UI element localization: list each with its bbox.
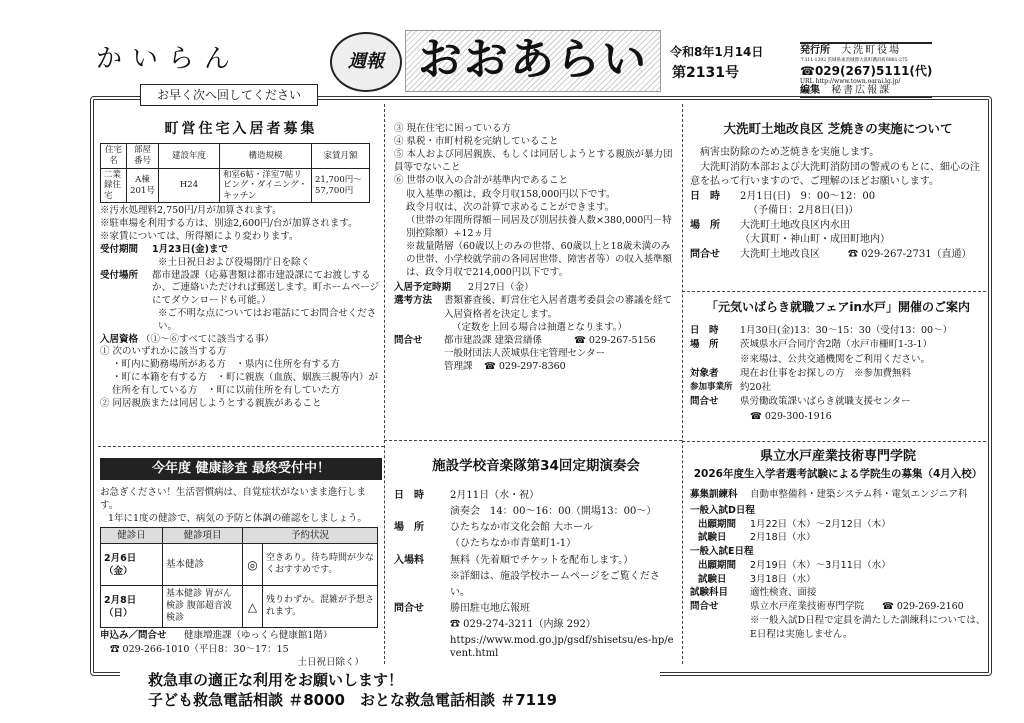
period-row [100, 244, 382, 257]
divider-col2 [682, 104, 683, 664]
note-1: ※汚水処理料2,750円/月が加算されます。 [100, 205, 282, 217]
q6c: （世帯の年間所得額－同居及び別居扶養人数×380,000円－特別控除額）÷12ヵ月 [406, 214, 672, 239]
school-d-exam-label: 試験日 [698, 532, 727, 544]
concert-tel: ☎ 029-274-3211（内線 292） [450, 619, 596, 631]
contact2: 一般財団法人茨城県住宅管理センター [444, 347, 606, 359]
period-note: ※土日祝日および役場閉庁日を除く [158, 256, 311, 268]
divider-right-2 [682, 441, 986, 442]
concert-fee: 無料（先着順でチケットを配布します。） [450, 554, 634, 566]
divider-right-1 [682, 291, 986, 292]
row2-status: 残りわずか。混雑が予想されます。 [263, 586, 378, 628]
burning-place: 大洗町土地改良区内水田 [740, 219, 850, 231]
school-course-row [690, 488, 986, 502]
school-d-period: 1月22日（木）～2月12日（木） [750, 518, 891, 530]
th-name: 住宅名 [101, 144, 127, 168]
concert-contact-label: 問合せ [394, 603, 424, 615]
jobfair-title: 「元気いばらき就職フェアin水戸」開催のご案内 [705, 300, 971, 314]
select-note: （定数を上回る場合は抽選となります。） [452, 321, 627, 333]
school-content: 適性検査、面接 [750, 587, 817, 599]
notice-box: お早く次へ回してください [140, 84, 318, 106]
school-course-label: 募集訓練科 [690, 489, 738, 501]
place: 都市建設課（応募書類は都市建設課にてお渡しするか、ご連絡いただければ郵送します。町ホームページにてダウンロードも可能。） [152, 269, 380, 307]
checkup-contact-row [100, 629, 382, 642]
concert-place-label: 場 所 [394, 522, 424, 534]
checkup-title: 今年度 健康診査 最終受付中！ [100, 458, 382, 480]
select-row [394, 294, 676, 320]
editor-label: 編集 [800, 84, 820, 96]
school-e-period: 2月19日（木）～3月11日（水） [750, 559, 891, 571]
burning-tel: ☎ 029-267-2731（直通） [848, 248, 972, 260]
housing-table [100, 143, 370, 203]
note-2: ※駐車場を利用する方は、別途2,600円/台が加算されます。 [100, 218, 358, 230]
burning-place-label: 場 所 [690, 219, 720, 231]
jobfair-place-row [690, 338, 986, 352]
tel: ☎029(267)5111(代) [800, 63, 933, 78]
qual-cond: （①～⑥すべてに該当する事） [141, 333, 274, 345]
school-note: ※一般入試D日程で定員を満たした訓練科については、E日程は実施しません。 [750, 614, 986, 640]
select: 書類審査後、町営住宅入居者選考委員会の審議を経て入居資格者を決定します。 [444, 295, 673, 320]
select-label: 選考方法 [394, 295, 433, 307]
divider-col1 [384, 104, 385, 664]
burning-date-row [690, 190, 986, 205]
jobfair-contact: 県労働政策課いばらき就職支援センター [740, 396, 911, 408]
divider-left [98, 446, 384, 447]
contact-label: 問合せ [394, 334, 423, 346]
contact2-row [394, 360, 676, 373]
school-e-exam: 3月18日（水） [750, 573, 816, 585]
td-room: A棟201号 [127, 168, 159, 203]
row1-item: 基本健診 [163, 544, 243, 586]
jobfair-tel: ☎ 029-300-1916 [750, 410, 832, 422]
school-content-row [690, 586, 986, 600]
contact1: 都市建設課 建築営繕係 [444, 334, 543, 346]
contact2b: 管理課 [444, 360, 473, 372]
row1-date: 2月6日（金） [101, 544, 163, 586]
burning-section [690, 120, 986, 262]
school-tel: ☎ 029-269-2160 [882, 601, 964, 613]
housing-section [100, 120, 382, 410]
concert-contact-row [394, 601, 678, 617]
move-label: 入居予定時期 [394, 282, 452, 294]
school-section [690, 448, 986, 641]
checkup-intro1: お急ぎください！生活習慣病は、自覚症状がないまま進行します。 [100, 487, 367, 512]
checkup-contact: 健康増進課（ゆっくら健康館1階） [184, 630, 333, 642]
school-subtitle: 2026年度生入学者選考試験による学院生の募集（4月入校） [693, 467, 983, 480]
q6d: ※裁量階層（60歳以上のみの世帯、60歳以上と18歳未満のみの世帯、小学校就学前の各同居世帯、障害者等）の収入基準額は、政令月収で214,000円以下です。 [406, 240, 673, 279]
td-structure: 和室6帖・洋室7帖リビング・ダイニング・キッチン [220, 168, 312, 203]
q6b: 政令月収は、次の計算で求めることができます。 [406, 201, 615, 213]
move-row [394, 281, 676, 294]
jobfair-companies: 約20社 [740, 382, 772, 393]
burning-body2: 大洗町消防本部および大洗町消防団の警戒のもとに、細心の注意を払って行いますので、ご理解のほどお願いします。 [690, 161, 980, 188]
school-content-label: 試験科目 [690, 587, 729, 599]
concert-title: 施設学校音楽隊第34回定期演奏会 [432, 458, 640, 474]
burning-place-sub: （大貫町・神山町・成田町地内） [740, 234, 890, 246]
concert-fee-note: ※詳細は、施設学校ホームページをご覧ください。 [450, 570, 660, 598]
jobfair-place-label: 場 所 [690, 339, 719, 351]
school-e-period-row [690, 559, 986, 573]
shuho-badge [330, 32, 402, 92]
td-rent: 21,700円～57,700円 [312, 168, 370, 203]
jobfair-date-label: 日 時 [690, 325, 719, 336]
jobfair-place-note: ※来場は、公共交通機関をご利用ください。 [740, 353, 931, 365]
row1-mark: ◎ [243, 544, 263, 586]
period-label: 受付期間 [100, 243, 139, 255]
school-course: 自動車整備科・建築システム科・電気エンジニア科 [750, 489, 968, 501]
concert-fee-row [394, 553, 678, 569]
move: 2月27日（金） [468, 282, 534, 294]
qual-label: 入居資格 [100, 333, 139, 345]
burning-contact-row [690, 248, 986, 263]
q2: ② 同居親族または同居しようとする親族があること [100, 397, 322, 409]
ch-date: 健診日 [101, 528, 163, 544]
title-panel [405, 30, 661, 92]
jobfair-target: 現在お仕事をお探しの方 ※参加費無料 [740, 367, 912, 379]
row2-mark: △ [243, 586, 263, 628]
jobfair-date: 1月30日(金)13：30～15：30（受付13：00～） [740, 325, 953, 336]
note-3: ※家賃については、所得額により変わります。 [100, 231, 299, 243]
place-label: 受付場所 [100, 269, 139, 281]
concert-date: 2月11日（水・祝） [450, 489, 540, 501]
school-d-period-label: 出願期間 [698, 518, 737, 530]
jobfair-section [690, 298, 986, 424]
concert-place-row [394, 520, 678, 536]
th-rent: 家賃月額 [312, 144, 370, 168]
school-e-exam-row [690, 573, 986, 587]
school-d-period-row [690, 518, 986, 532]
housing-body [100, 205, 382, 410]
checkup-section [100, 458, 382, 669]
jobfair-companies-label: 参加事業所 [690, 382, 733, 392]
school-e-label: 一般入試E日程 [690, 546, 754, 558]
publisher: 大洗町役場 [841, 45, 902, 56]
issue-number: 第2131号 [672, 65, 739, 81]
housing-cont [394, 122, 676, 373]
publisher-box [800, 42, 932, 98]
publisher-line [800, 44, 932, 58]
td-year: H24 [159, 168, 220, 203]
q5: ⑤ 本人および同居親族、もしくは同居しようとする親族が暴力団員等でないこと [394, 149, 673, 174]
row1-status: 空きあり。待ち時間が少なくおすすめです。 [263, 544, 378, 586]
concert-place-sub: （ひたちなか市青葉町1-1） [450, 538, 577, 550]
jobfair-target-label: 対象者 [690, 367, 719, 379]
th-room: 部屋番号 [127, 144, 159, 168]
q6a: 収入基準の額は、政令月収158,000円以下です。 [406, 188, 616, 200]
concert-place: ひたちなか市文化会館 大ホール [450, 522, 593, 534]
row2-item: 基本健診 胃がん検診 腹部超音波検診 [163, 586, 243, 628]
q1: ① 次のいずれかに該当する方 [100, 346, 227, 358]
jobfair-companies-row [690, 381, 986, 395]
emergency-banner [120, 670, 660, 710]
burning-contact-label: 問合せ [690, 248, 720, 260]
jobfair-place: 茨城県水戸合同庁舎2階（水戸市柵町1-3-1） [740, 339, 933, 351]
td-name: 二業録住宅 [101, 168, 127, 203]
checkup-tel: ☎ 029-266-1010（平日8：30～17：15 [110, 643, 289, 655]
school-d-exam: 2月18日（水） [750, 532, 816, 544]
concert-date-row [394, 488, 678, 504]
burning-body1: 病害虫防除のため芝焼きを実施します。 [700, 147, 880, 159]
school-contact-label: 問合せ [690, 601, 719, 613]
divider-mid [384, 440, 682, 441]
q3: ③ 現在住宅に困っている方 [394, 123, 512, 134]
place-row [100, 270, 382, 308]
concert-fee-label: 入場料 [394, 554, 424, 566]
checkup-tel-note: 土日祝日除く） [297, 656, 364, 668]
jobfair-target-row [690, 367, 986, 381]
kairan-label: かいらん [96, 44, 241, 74]
burning-date-note: （予備日：2月8日(日)） [748, 205, 859, 217]
emergency-line1: 救急車の適正な利用をお願いします！ [148, 671, 404, 689]
th-structure: 構造規模 [220, 144, 312, 168]
burning-contact: 大洗町土地改良区 [740, 248, 820, 260]
burning-title: 大洗町土地改良区 芝焼きの実施について [723, 121, 953, 136]
editor-line [800, 85, 932, 97]
period: 1月23日(金)まで [152, 243, 229, 255]
qual-row [100, 334, 382, 347]
burning-place-row [690, 219, 986, 234]
jobfair-contact-label: 問合せ [690, 396, 719, 408]
th-year: 建設年度 [159, 144, 220, 168]
ch-item: 健診項目 [163, 528, 243, 544]
housing-title: 町営住宅入居者募集 [164, 121, 318, 137]
publisher-label: 発行所 [800, 45, 830, 56]
editor: 秘書広報課 [831, 84, 892, 96]
masthead [0, 0, 1024, 102]
q4: ④ 県税・市町村税を完納していること [394, 136, 559, 148]
q6: ⑥ 世帯の収入の合計が基準内であること [394, 175, 569, 187]
school-contact-row [690, 600, 986, 614]
school-e-period-label: 出願期間 [698, 559, 737, 571]
school-e-exam-label: 試験日 [698, 573, 727, 585]
q1a: ・町内に勤務場所がある方 ・県内に住所を有する方 [112, 359, 341, 371]
paper-title: おおあらい [418, 34, 648, 85]
shuho-label: 週報 [348, 51, 384, 72]
q1b: ・町に本籍を有する方 ・町に親族（血族、姻族三親等内）が住所を有している方 ・町に以前住所を有していた方 [112, 372, 379, 396]
jobfair-contact-row [690, 395, 986, 409]
contact1-tel: ☎ 029-267-5156 [574, 334, 656, 346]
row2-date: 2月8日（日） [101, 586, 163, 628]
concert-section [394, 456, 678, 661]
jobfair-date-row [690, 324, 986, 338]
address: 〒311-1392 茨城県東茨城郡大洗町磯浜町6881-275 [800, 57, 908, 63]
checkup-table [100, 527, 378, 628]
burning-date-label: 日 時 [690, 190, 720, 202]
school-contact: 県立水戸産業技術専門学院 [750, 601, 865, 613]
contact2-tel: ☎ 029-297-8360 [484, 360, 566, 372]
place-note: ※ご不明な点についてはお電話にてお問合せください。 [158, 307, 377, 332]
concert-time: 演奏会 14：00～16：00（開場13：00～） [450, 506, 657, 518]
school-title: 県立水戸産業技術専門学院 [759, 449, 916, 464]
url: URL http://www.town.oarai.lg.jp/ [800, 77, 901, 85]
concert-contact: 勝田駐屯地広報班 [450, 603, 530, 615]
contact-row [394, 334, 676, 347]
school-d-label: 一般入試D日程 [690, 504, 755, 516]
concert-url[interactable]: https://www.mod.go.jp/gsdf/shisetsu/es-hp/event.html [450, 634, 674, 660]
issue-date: 令和8年1月14日 [670, 45, 764, 59]
school-d-exam-row [690, 531, 986, 545]
emergency-line2: 子ども救急電話相談 ＃8000 おとな救急電話相談 ＃7119 [148, 691, 557, 709]
ch-status: 予約状況 [243, 528, 378, 544]
burning-date: 2月1日(日) 9：00～12：00 [740, 190, 876, 202]
checkup-contact-label: 申込み／問合せ [100, 630, 167, 642]
checkup-intro2: 1年に1度の健診で、病気の予防と体調の確認をしましょう。 [108, 513, 367, 525]
concert-date-label: 日 時 [394, 489, 424, 501]
